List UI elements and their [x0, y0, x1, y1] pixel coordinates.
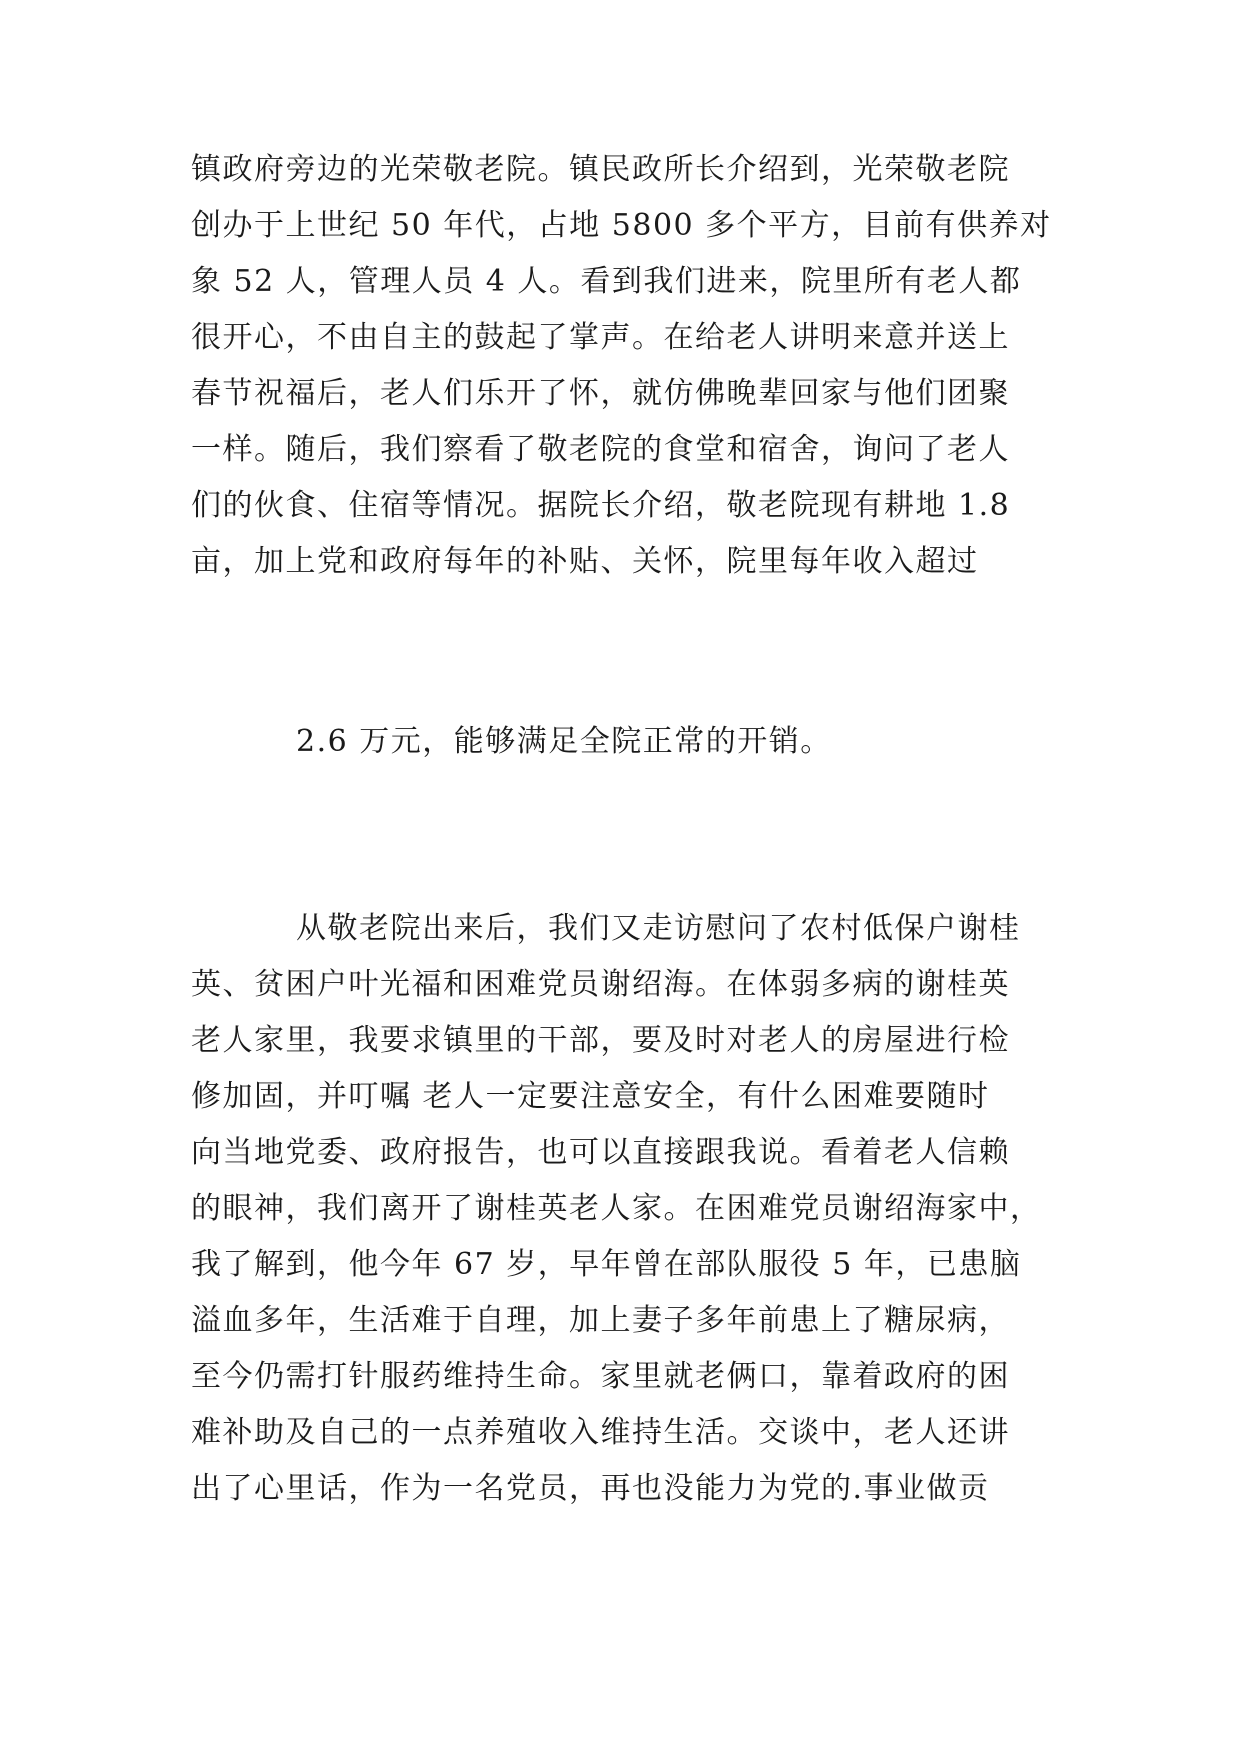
paragraph-3-line-1: 从敬老院出来后，我们又走访慰问了农村低保户谢桂 [296, 911, 1021, 946]
paragraph-1-line-7: 们的伙食、住宿等情况。据院长介绍，敬老院现有耕地 1.8 [191, 488, 1011, 523]
paragraph-1-line-2: 创办于上世纪 50 年代，占地 5800 多个平方，目前有供养对 [191, 208, 1052, 243]
paragraph-3-line-3: 老人家里，我要求镇里的干部，要及时对老人的房屋进行检 [191, 1023, 1010, 1058]
paragraph-3-line-6: 的眼神，我们离开了谢桂英老人家。在困难党员谢绍海家中， [191, 1191, 1042, 1226]
paragraph-3-line-5: 向当地党委、政府报告，也可以直接跟我说。看着老人信赖 [191, 1135, 1010, 1170]
paragraph-3-line-4: 修加固，并叮嘱 老人一定要注意安全，有什么困难要随时 [191, 1079, 990, 1114]
paragraph-1-line-1: 镇政府旁边的光荣敬老院。镇民政所长介绍到，光荣敬老院 [191, 152, 1010, 187]
paragraph-3-line-2: 英、贫困户叶光福和困难党员谢绍海。在体弱多病的谢桂英 [191, 967, 1010, 1002]
paragraph-2-line-1: 2.6 万元，能够满足全院正常的开销。 [296, 724, 832, 759]
paragraph-1-line-3: 象 52 人，管理人员 4 人。看到我们进来，院里所有老人都 [191, 264, 1022, 299]
paragraph-3-line-9: 至今仍需打针服药维持生命。家里就老俩口，靠着政府的困 [191, 1359, 1010, 1394]
paragraph-1-line-4: 很开心，不由自主的鼓起了掌声。在给老人讲明来意并送上 [191, 320, 1010, 355]
paragraph-1-line-8: 亩，加上党和政府每年的补贴、关怀，院里每年收入超过 [191, 544, 979, 579]
paragraph-3-line-10: 难补助及自己的一点养殖收入维持生活。交谈中，老人还讲 [191, 1415, 1010, 1450]
paragraph-1-line-6: 一样。随后，我们察看了敬老院的食堂和宿舍，询问了老人 [191, 432, 1010, 467]
paragraph-1-line-5: 春节祝福后，老人们乐开了怀，就仿佛晚辈回家与他们团聚 [191, 376, 1010, 411]
paragraph-3-line-11: 出了心里话，作为一名党员，再也没能力为党的.事业做贡 [191, 1471, 990, 1506]
paragraph-3-line-7: 我了解到，他今年 67 岁，早年曾在部队服役 5 年，已患脑 [191, 1247, 1022, 1282]
paragraph-3-line-8: 溢血多年，生活难于自理，加上妻子多年前患上了糖尿病， [191, 1303, 1010, 1338]
